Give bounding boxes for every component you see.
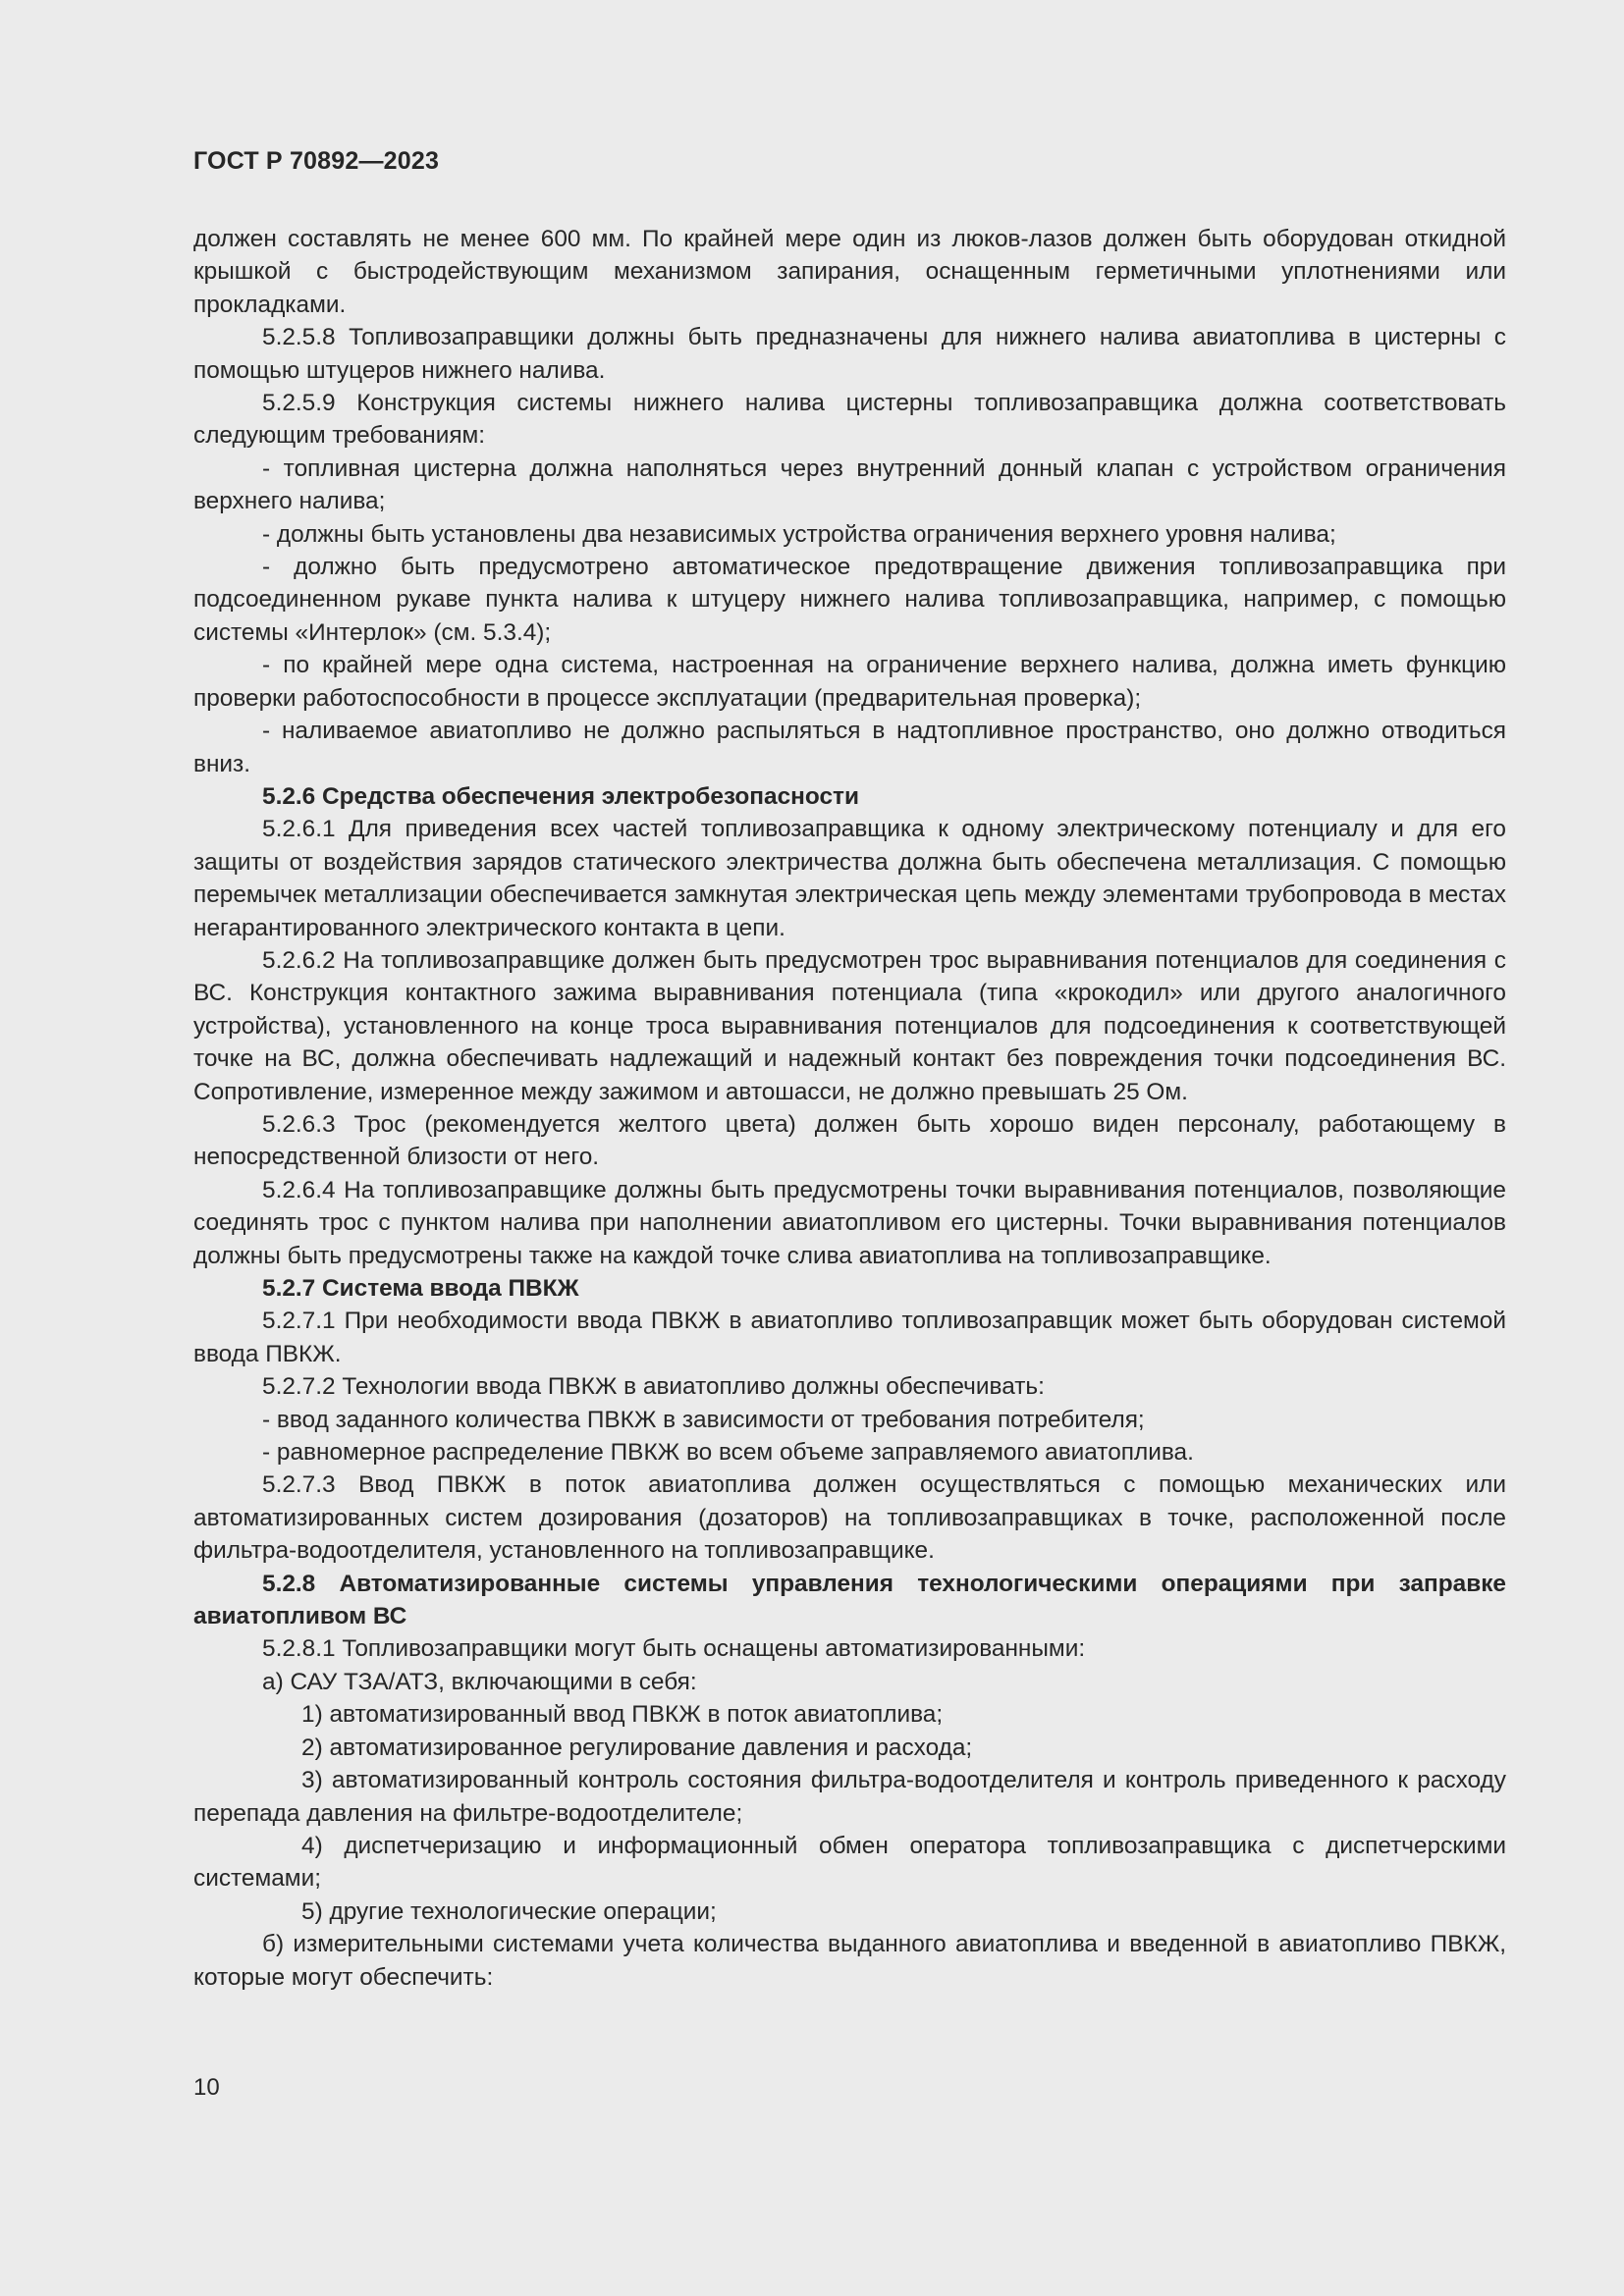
paragraph: 5.2.5.9 Конструкция системы нижнего налива цистерны топливозаправщика должна соответствовать следующим требованиям: [193,390,1506,450]
paragraph: 5.2.7.3 Ввод ПВКЖ в поток авиатоплива должен осуществляться с помощью механических или автоматизированных систем дозирования (дозаторов) на топливозаправщиках в точке, расположенной после фильтра-водоотделителя, установленного на топливозаправщике. [193,1471,1506,1565]
list-item: - равномерное распределение ПВКЖ во всем объеме заправляемого авиатоплива. [262,1439,1194,1467]
page-number: 10 [193,2074,220,2101]
paragraph: 5.2.5.8 Топливозаправщики должны быть предназначены для нижнего налива авиатоплива в цистерны с помощью штуцеров нижнего налива. [193,324,1506,384]
paragraph: 5.2.6.3 Трос (рекомендуется желтого цвета) должен быть хорошо виден персоналу, работающему в непосредственной близости от него. [193,1110,1506,1171]
paragraph: 5.2.6.2 На топливозаправщике должен быть предусмотрен трос выравнивания потенциалов для соединения с ВС. Конструкция контактного зажима выравнивания потенциала (типа «крокодил» или другого аналогичного устройства), установленного на конце троса выравнивания потенциалов для подсоединения к соответствующей точке на ВС, должна обеспечивать надлежащий и надежный контакт без повреждения точки подсоединения ВС. Сопротивление, измеренное между зажимом и автошасси, не должно превышать 25 Ом. [193,946,1506,1105]
paragraph: 5.2.7.1 При необходимости ввода ПВКЖ в авиатопливо топливозаправщик может быть оборудован системой ввода ПВКЖ. [193,1308,1506,1367]
document-header: ГОСТ Р 70892—2023 [193,147,440,175]
list-item: б) измерительными системами учета количества выданного авиатоплива и введенной в авиатопливо ПВКЖ, которые могут обеспечить: [193,1931,1506,1991]
list-item: - должно быть предусмотрено автоматическое предотвращение движения топливозаправщика при подсоединенном рукаве пункта налива к штуцеру нижнего налива топливозаправщика, например, с помощью системы «Интерлок» (см. 5.3.4); [193,554,1506,646]
document-body [193,223,1506,1994]
section-heading: 5.2.8 Автоматизированные системы управления технологическими операциями при заправке авиатопливом ВС [193,1570,1506,1630]
section-heading: 5.2.7 Система ввода ПВКЖ [262,1275,579,1302]
paragraph: 5.2.7.2 Технологии ввода ПВКЖ в авиатопливо должны обеспечивать: [262,1373,1045,1401]
paragraph: должен составлять не менее 600 мм. По крайней мере один из люков-лазов должен быть оборудован откидной крышкой с быстродействующим механизмом запирания, оснащенным герметичными уплотнениями или прокладками. [193,226,1506,318]
paragraph: 5.2.6.4 На топливозаправщике должны быть предусмотрены точки выравнивания потенциалов, позволяющие соединять трос с пунктом налива при наполнении авиатопливом его цистерны. Точки выравнивания потенциалов должны быть предусмотрены также на каждой точке слива авиатоплива на топливозаправщике. [193,1176,1506,1269]
list-item: 3) автоматизированный контроль состояния фильтра-водоотделителя и контроль приведенного к расходу перепада давления на фильтре-водоотделителе; [193,1767,1506,1827]
paragraph: 5.2.6.1 Для приведения всех частей топливозаправщика к одному электрическому потенциалу и для его защиты от воздействия зарядов статического электричества должна быть обеспечена металлизация. С помощью перемычек металлизации обеспечивается замкнутая электрическая цепь между элементами трубопровода в местах негарантированного электрического контакта в цепи. [193,816,1506,941]
list-item: - топливная цистерна должна наполняться через внутренний донный клапан с устройством ограничения верхнего налива; [193,454,1506,515]
list-item: - наливаемое авиатопливо не должно распыляться в надтопливное пространство, оно должно отводиться вниз. [193,718,1506,777]
paragraph: 5.2.8.1 Топливозаправщики могут быть оснащены автоматизированными: [262,1635,1086,1663]
list-item: - по крайней мере одна система, настроенная на ограничение верхнего налива, должна иметь функцию проверки работоспособности в процессе эксплуатации (предварительная проверка); [193,652,1506,712]
section-heading: 5.2.6 Средства обеспечения электробезопасности [262,782,859,810]
list-item: а) САУ ТЗА/АТЗ, включающими в себя: [262,1668,697,1695]
list-item: - должны быть установлены два независимых устройства ограничения верхнего уровня налива; [262,520,1336,548]
list-item: 4) диспетчеризацию и информационный обмен оператора топливозаправщика с диспетчерскими системами; [193,1832,1506,1893]
list-item: 1) автоматизированный ввод ПВКЖ в поток авиатоплива; [301,1701,944,1729]
list-item: 5) другие технологические операции; [301,1897,717,1925]
list-item: - ввод заданного количества ПВКЖ в зависимости от требования потребителя; [262,1406,1145,1433]
list-item: 2) автоматизированное регулирование давления и расхода; [301,1734,973,1761]
